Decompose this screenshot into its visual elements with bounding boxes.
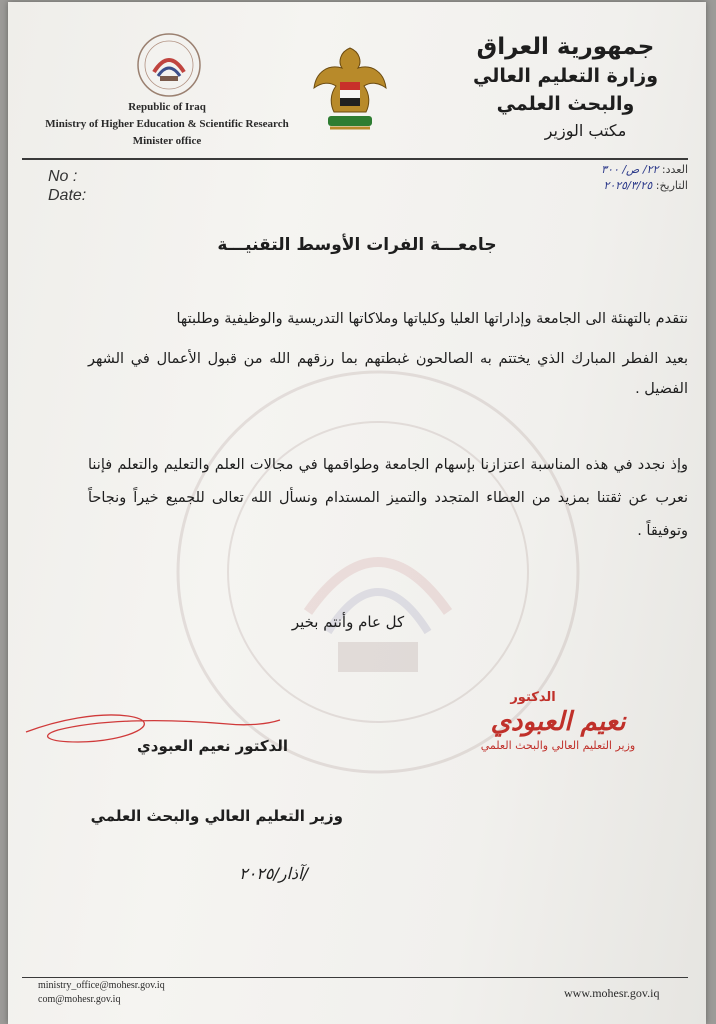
signature-date: /آذار/٢٠٢٥ xyxy=(239,864,308,883)
number-label-ar: العدد: xyxy=(661,163,688,176)
header-office-ar: مكتب الوزير xyxy=(544,121,627,140)
header-office: Minister office xyxy=(132,135,202,147)
paragraph-2: بعيد الفطر المبارك الذي يختتم به الصالحون غبطتهم بما رزقهم الله من قبول الأعمال في الشهر الفضيل . xyxy=(88,351,688,397)
header-ministry: Ministry of Higher Education & Scientific Research xyxy=(45,118,289,130)
header-ministry-ar: وزارة التعليم العالي والبحث العلمي xyxy=(472,65,659,115)
letter-sheet xyxy=(8,2,706,1024)
recipient: جامعـــة الفرات الأوسط التقنيـــة xyxy=(217,235,497,255)
paragraph-3: وإذ نجدد في هذه المناسبة اعتزازنا بإسهام الجامعة وطواقمها في مجالات العلم والتعليم والتعلم فإننا نعرب عن ثقتنا بمزيد من العطاء المتجدد والتميز المستدام ونسأل الله تعالى للجميع خيراً ونجاحاً وتوفيقاً . xyxy=(88,457,688,539)
signatory-position: وزير التعليم العالي والبحث العلمي xyxy=(90,807,343,825)
closing-greeting: كل عام وأنتم بخير xyxy=(291,613,405,631)
header-country: Republic of Iraq xyxy=(128,101,206,113)
footer-website: www.mohesr.gov.iq xyxy=(564,986,660,1000)
footer-email-2: com@mohesr.gov.iq xyxy=(38,994,121,1005)
number-value: ٢٢/ ص/ ٣٠٠ xyxy=(601,163,659,176)
ministry-logo xyxy=(136,32,202,98)
date-label: Date: xyxy=(48,187,87,204)
number-label: No : xyxy=(48,168,78,185)
stamp-title: الدكتور xyxy=(510,690,556,705)
signatory-name: الدكتور نعيم العبودي xyxy=(137,737,288,755)
date-label-ar: التاريخ: xyxy=(655,179,688,192)
iraq-eagle-emblem xyxy=(310,42,390,138)
footer-divider xyxy=(22,977,688,978)
date-value: ٢٠٢٥/٣/٢٥ xyxy=(603,179,653,192)
stamp-position: وزير التعليم العالي والبحث العلمي xyxy=(480,739,636,752)
stamp-name: نعيم العبودي xyxy=(490,707,626,737)
paragraph-1: نتقدم بالتهنئة الى الجامعة وإداراتها العليا وكلياتها وملاكاتها التدريسية والوظيفية وطلبتها xyxy=(176,311,688,327)
header-country-ar: جمهورية العراق xyxy=(476,34,655,60)
footer-email-1: ministry_office@mohesr.gov.iq xyxy=(38,980,165,991)
header-divider xyxy=(22,158,688,160)
